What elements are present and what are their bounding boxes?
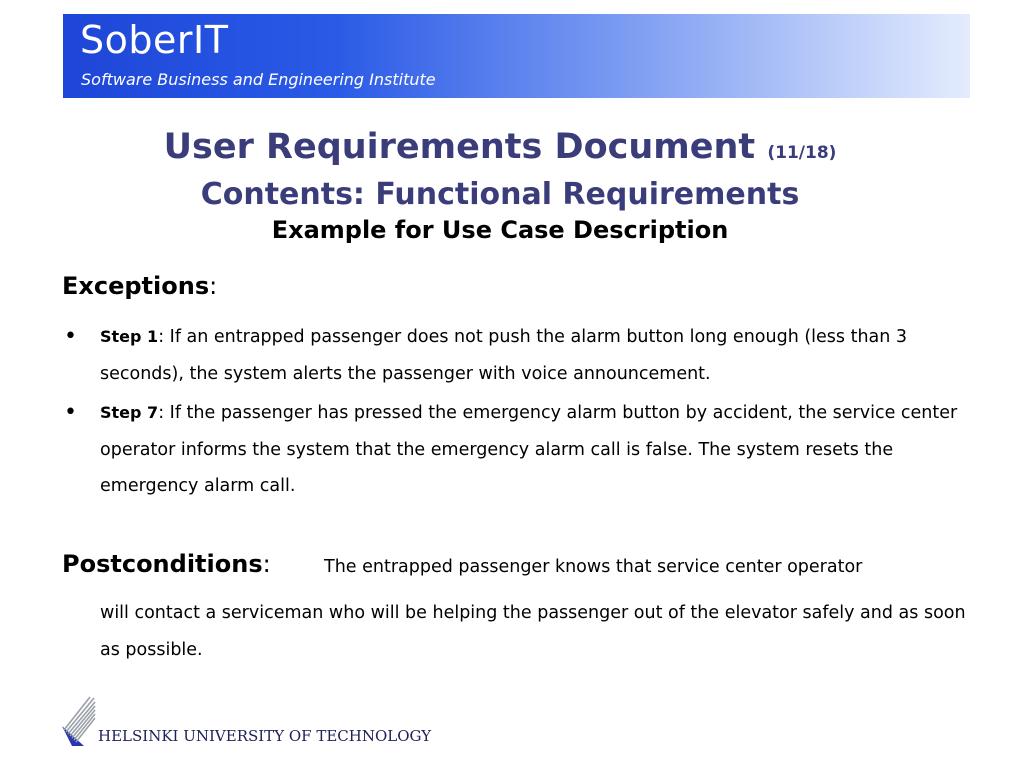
exception-step-separator: : xyxy=(158,327,165,347)
postconditions-rest-text: will contact a serviceman who will be helping the passenger out of the elevator safely and as soon as possible. xyxy=(100,603,966,660)
bullet-icon: • xyxy=(64,400,77,425)
exception-step-label: Step 1 xyxy=(100,327,159,346)
page-tertiary-title: Example for Use Case Description xyxy=(271,216,729,244)
hut-logo-icon xyxy=(60,696,98,746)
brand-name: SoberIT xyxy=(80,18,229,62)
exception-step-separator: : xyxy=(158,403,165,423)
header-banner xyxy=(63,14,970,98)
page-title xyxy=(0,124,1000,176)
exception-step-text: If an entrapped passenger does not push the alarm button long enough (less than 3 seconds), the system alerts the passenger with voice announcement. xyxy=(100,327,908,384)
page-title-text: User Requirements Document xyxy=(163,127,756,167)
exceptions-heading-text: Exceptions xyxy=(62,272,210,300)
exceptions-heading xyxy=(62,272,217,300)
exceptions-heading-colon: : xyxy=(209,272,218,300)
exception-step-label: Step 7 xyxy=(100,403,159,422)
exception-item xyxy=(100,319,980,392)
bullet-icon: • xyxy=(64,324,77,349)
page-count: (11/18) xyxy=(767,143,837,163)
exception-item xyxy=(100,395,980,505)
brand-subtitle: Software Business and Engineering Institute xyxy=(81,70,436,89)
postconditions-lead-text: The entrapped passenger knows that service center operator xyxy=(324,557,863,577)
institution-name: HELSINKI UNIVERSITY OF TECHNOLOGY xyxy=(98,727,432,745)
postconditions-heading-colon: : xyxy=(262,550,271,578)
title-block xyxy=(0,124,1000,246)
page-subtitle: Contents: Functional Requirements xyxy=(200,177,800,212)
exception-step-text: If the passenger has pressed the emergency alarm button by accident, the service center operator informs the system that the emergency alarm call is false. The system resets the emergency alarm call. xyxy=(100,403,958,496)
postconditions-heading xyxy=(62,550,271,578)
postconditions-heading-text: Postconditions xyxy=(62,550,263,578)
